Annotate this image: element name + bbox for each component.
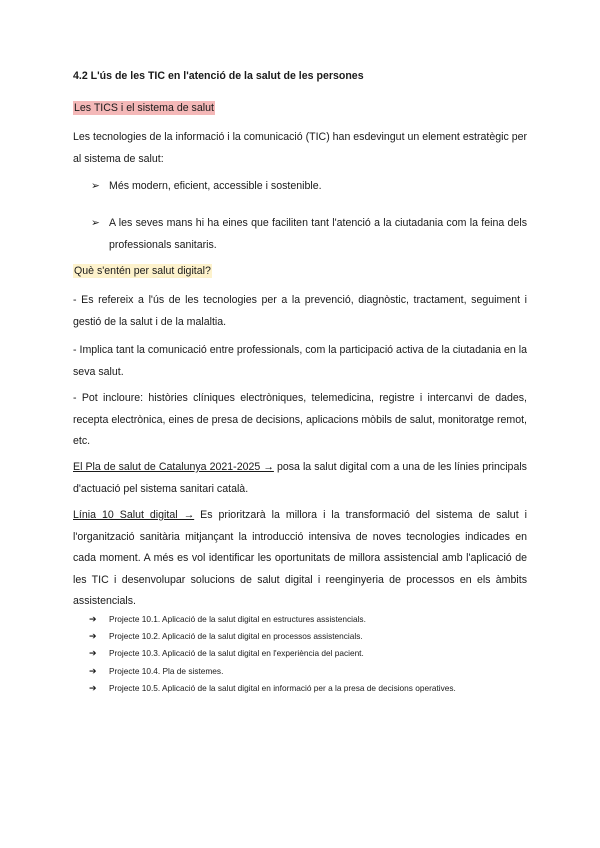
project-item xyxy=(89,680,527,698)
project-text: Projecte 10.1. Aplicació de la salut digital en estructures assistencials. xyxy=(109,614,366,624)
intro-paragraph: Les tecnologies de la informació i la comunicació (TIC) han esdevingut un element estratègic per al sistema de salut: xyxy=(73,131,528,165)
project-text: Projecte 10.3. Aplicació de la salut digital en l'experiència del pacient. xyxy=(109,648,364,658)
section-title: 4.2 L'ús de les TIC en l'atenció de la salut de les persones xyxy=(73,70,364,82)
project-item xyxy=(89,645,527,663)
heading-salut-digital-text: Què s'entén per salut digital? xyxy=(74,265,211,277)
bullet-text: Més modern, eficient, accessible i sostenible. xyxy=(109,180,322,192)
definition-paragraph-3: - Pot incloure: històries clíniques electròniques, telemedicina, registre i intercanvi de dades, recepta electrònica, eines de presa de decisions, aplicacions mòbils de salut, monitoratge remot, etc. xyxy=(73,392,527,447)
arrow-right-icon: ➔ xyxy=(89,683,97,693)
arrow-right-icon: ➔ xyxy=(89,631,97,641)
arrow-right-icon: ➔ xyxy=(89,614,97,624)
linia-10-link[interactable]: Línia 10 Salut digital → xyxy=(73,509,195,521)
pla-salut-paragraph xyxy=(73,457,527,500)
linia-10-text: Es prioritzarà la millora i la transformació del sistema de salut i l'organització sanitària mitjançant la introducció intensiva de noves tecnologies indicades en cada moment. A més es vol identificar les oportunitats de millora assistencial amb l'aplicació de les TIC i desenvolupar solucions de salut digital i reenginyeria de processos en els àmbits assistencials. xyxy=(73,509,527,607)
project-text: Projecte 10.2. Aplicació de la salut digital en processos assistencials. xyxy=(109,631,363,641)
heading-salut-digital xyxy=(73,261,527,283)
arrow-right-icon: ➔ xyxy=(89,648,97,658)
pla-salut-link[interactable]: El Pla de salut de Catalunya 2021-2025 → xyxy=(73,461,274,473)
arrow-right-icon: ➔ xyxy=(89,666,97,676)
arrow-bullet-icon: ➢ xyxy=(91,217,100,229)
linia-10-paragraph xyxy=(73,505,527,613)
heading-tics-text: Les TICS i el sistema de salut xyxy=(74,102,214,114)
bullet-text: A les seves mans hi ha eines que faciliten tant l'atenció a la ciutadania com la feina dels professionals sanitaris. xyxy=(109,217,527,251)
project-item xyxy=(89,663,527,681)
definition-paragraph-1: - Es refereix a l'ús de les tecnologies per a la prevenció, diagnòstic, tractament, seguiment i gestió de la salut i de la malaltia. xyxy=(73,294,527,328)
project-text: Projecte 10.5. Aplicació de la salut digital en informació per a la presa de decisions operatives. xyxy=(109,683,456,693)
project-item xyxy=(89,628,527,646)
project-text: Projecte 10.4. Pla de sistemes. xyxy=(109,666,224,676)
definition-paragraph-2: - Implica tant la comunicació entre professionals, com la participació activa de la ciutadania en la seva salut. xyxy=(73,344,527,378)
project-item xyxy=(89,611,527,629)
arrow-bullet-icon: ➢ xyxy=(91,180,100,192)
heading-tics xyxy=(73,98,527,120)
pla-salut-text: posa la salut digital com a una de les línies principals d'actuació pel sistema sanitari català. xyxy=(73,461,527,495)
